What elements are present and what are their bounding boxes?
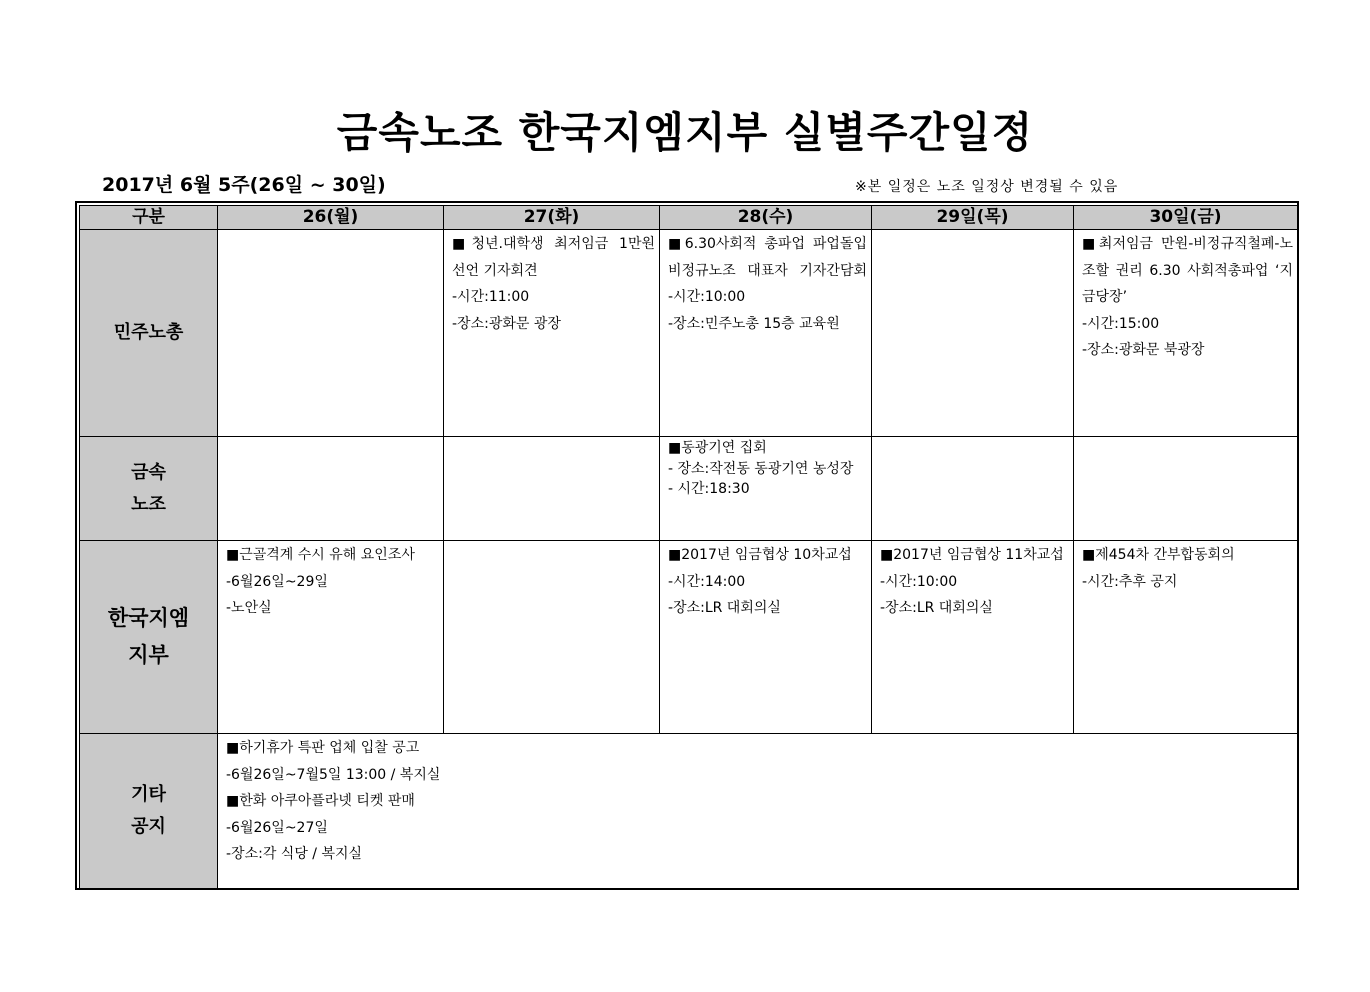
event-time: -시간:10:00 [668,289,746,305]
row-other [80,734,1298,889]
event-place: -노안실 [226,600,272,616]
cell-kctu-thu [872,230,1074,437]
category-text: 공지 [131,816,166,837]
category-text: 금속 [131,461,166,483]
notice-date: -6월26일~7월5일 13:00 / 복지실 [226,766,441,783]
notice-date: -6월26일~27일 [226,819,328,836]
cell-gmk-thu [872,541,1074,734]
row-kctu [80,230,1298,437]
category-kmwu [80,437,218,541]
row-kmwu [80,437,1298,541]
event-time: -시간:14:00 [668,573,746,590]
header-row [80,206,1298,230]
category-text: 지부 [128,643,169,667]
cell-kmwu-wed [660,437,872,541]
event-title: ■청년.대학생 최저임금 1만원 [452,236,655,252]
cell-kctu-wed [660,230,872,437]
header-fri: 30일(금) [1074,206,1298,230]
event-time: - 시간:18:30 [668,481,750,497]
cell-other-notice [218,734,1298,889]
category-other [80,734,218,889]
event-title-cont: 선언 기자회견 [452,262,538,279]
event-place: -장소:광화문 광장 [452,315,561,332]
row-gmk [80,541,1298,734]
cell-kmwu-thu [872,437,1074,541]
notice-title: ■한화 아쿠아플라넷 티켓 판매 [226,793,415,809]
event-time: -시간:10:00 [880,573,958,590]
event-title-cont: 조할 권리 6.30 사회적총파업 ‘지 [1082,262,1293,279]
event-title: ■최저임금 만원-비정규직철폐-노 [1082,236,1293,252]
event-time: -시간:15:00 [1082,315,1160,332]
event-title: ■근골격계 수시 유해 요인조사 [226,547,415,563]
header-tue: 27(화) [444,206,660,230]
page-title: 금속노조 한국지엠지부 실별주간일정 [336,108,1034,157]
event-title: ■제454차 간부합동회의 [1082,547,1235,563]
category-text: 노조 [131,493,166,515]
event-time: -시간:추후 공지 [1082,573,1178,590]
event-place: -장소:민주노총 15층 교육원 [668,315,840,332]
event-title: ■2017년 임금협상 10차교섭 [668,547,852,563]
event-place: -장소:LR 대회의실 [668,600,781,616]
cell-gmk-tue [444,541,660,734]
cell-kctu-fri [1074,230,1298,437]
header-category: 구분 [80,206,218,230]
cell-kctu-tue [444,230,660,437]
event-place: -장소:광화문 북광장 [1082,342,1205,358]
category-kctu [80,230,218,437]
event-title: ■6.30사회적 총파업 파업돌입 [668,236,867,252]
cell-kmwu-mon [218,437,444,541]
event-time: -시간:11:00 [452,289,530,305]
schedule-table [79,205,1298,889]
event-place: - 장소:작전동 동광기연 농성장 [668,460,854,477]
cell-gmk-mon [218,541,444,734]
header-wed: 28(수) [660,206,872,230]
event-title: ■2017년 임금협상 11차교섭 [880,547,1064,563]
cell-kmwu-tue [444,437,660,541]
cell-kmwu-fri [1074,437,1298,541]
event-title: ■동광기연 집회 [668,440,767,456]
header-mon: 26(월) [218,206,444,230]
cell-gmk-wed [660,541,872,734]
schedule-notice: ※본 일정은 노조 일정상 변경될 수 있음 [855,179,1119,195]
category-text: 민주노총 [113,322,184,343]
event-title-cont: 금당장’ [1082,289,1128,305]
event-place: -장소:LR 대회의실 [880,600,993,616]
event-date: -6월26일~29일 [226,573,328,590]
category-text: 한국지엠 [107,606,190,630]
notice-title: ■하기휴가 특판 업체 입찰 공고 [226,740,420,756]
week-range: 2017년 6월 5주(26일 ~ 30일) [102,174,386,196]
event-title-cont: 비정규노조 대표자 기자간담회 [668,262,867,279]
header-thu: 29일(목) [872,206,1074,230]
cell-kctu-mon [218,230,444,437]
schedule-table-frame [75,201,1299,890]
cell-gmk-fri [1074,541,1298,734]
category-gmk [80,541,218,734]
notice-place: -장소:각 식당 / 복지실 [226,846,363,862]
category-text: 기타 [131,784,166,805]
